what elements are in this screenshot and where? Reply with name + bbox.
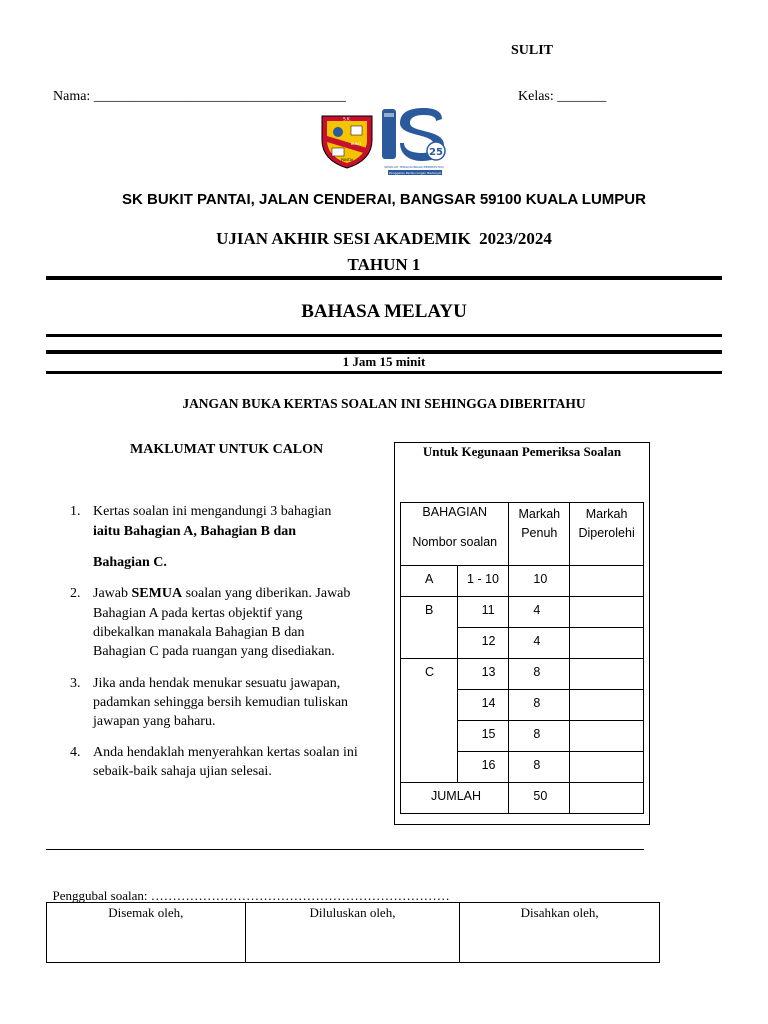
instruction-line: padamkan sehingga bersih kemudian tuliskan (93, 695, 349, 710)
class-line: _______ (557, 89, 607, 104)
full-mark-cell: 4 (509, 628, 570, 659)
instruction-line: Bahagian A pada kertas objektif yang (93, 606, 303, 621)
header-bahagian-label: BAHAGIAN (422, 505, 488, 519)
instruction-number: 3. (70, 676, 81, 691)
obtained-mark-input[interactable] (570, 659, 644, 690)
obtained-mark-input[interactable] (570, 721, 644, 752)
obtained-mark-input[interactable] (570, 566, 644, 597)
header-nombor-label: Nombor soalan (412, 535, 498, 549)
instruction-number: 4. (70, 745, 81, 760)
marks-table (400, 502, 644, 814)
divider (46, 371, 722, 374)
instruction-number: 1. (70, 504, 81, 519)
warning-text: JANGAN BUKA KERTAS SOALAN INI SEHINGGA DIBERITAHU (182, 396, 586, 411)
full-mark-cell: 4 (509, 597, 570, 628)
signoff-table (46, 902, 660, 963)
exam-title: UJIAN AKHIR SESI AKADEMIK 2023/2024 (216, 229, 552, 248)
school-address: SK BUKIT PANTAI, JALAN CENDERAI, BANGSAR 59100 KUALA LUMPUR (122, 191, 646, 208)
instruction-line: jawapan yang baharu. (93, 714, 216, 729)
question-cell: 14 (457, 690, 509, 721)
instruction-item (70, 674, 390, 734)
school-crest-logo (318, 112, 376, 170)
approved-by-cell[interactable]: Diluluskan oleh, (245, 903, 460, 963)
full-mark-cell: 8 (509, 721, 570, 752)
duration: 1 Jam 15 minit (342, 354, 426, 369)
obtained-mark-input[interactable] (570, 628, 644, 659)
year-label: TAHUN 1 (347, 255, 421, 274)
info-heading: MAKLUMAT UNTUK CALON (130, 442, 324, 457)
is25-number: 25 (429, 147, 443, 158)
setter-field[interactable] (46, 872, 450, 904)
total-full-mark: 50 (509, 783, 570, 814)
instruction-line: Kertas soalan ini mengandungi 3 bahagian (93, 504, 332, 519)
class-label: Kelas: (518, 89, 558, 104)
total-label: JUMLAH (401, 783, 509, 814)
is25-caption-2: Penggalan Perbincangan Berlanjut (389, 171, 441, 175)
instruction-line (93, 584, 350, 604)
instruction-number: 2. (70, 586, 81, 601)
instruction-item (70, 584, 390, 664)
subject-title: BAHASA MELAYU (301, 301, 467, 322)
obtained-mark-input[interactable] (570, 690, 644, 721)
name-line: ____________________________________ (93, 89, 346, 104)
instruction-text: soalan yang diberikan. Jawab (182, 586, 351, 601)
divider (46, 276, 722, 280)
question-cell: 11 (457, 597, 509, 628)
table-row (401, 566, 644, 597)
instruction-item (70, 502, 390, 570)
instruction-line: Anda hendaklah menyerahkan kertas soalan ini (93, 745, 358, 760)
question-cell: 12 (457, 628, 509, 659)
crest-text-2: BUKIT (350, 142, 362, 146)
full-mark-cell: 10 (509, 566, 570, 597)
instruction-line: Jika anda hendak menukar sesuatu jawapan, (93, 676, 341, 691)
is25-caption-1: SEKOLAH TERGOLONGAN BERPRESTASI (384, 165, 444, 169)
instruction-line: Bahagian C pada ruangan yang disediakan. (93, 644, 335, 659)
question-cell: 15 (457, 721, 509, 752)
crest-text-3: PANTAI (340, 158, 354, 162)
instruction-line: iaitu Bahagian A, Bahagian B dan (93, 524, 297, 539)
obtained-mark-input[interactable] (570, 752, 644, 783)
full-mark-cell: 8 (509, 690, 570, 721)
setter-dots: …………………………………………………………… (150, 888, 450, 903)
is25-logo (378, 105, 450, 177)
table-header-row (401, 503, 644, 566)
crest-text-1: S.K. (343, 116, 351, 122)
question-cell: 13 (457, 659, 509, 690)
instruction-line: dibekalkan manakala Bahagian B dan (93, 625, 305, 640)
divider (46, 849, 644, 850)
section-cell: B (401, 597, 458, 659)
header-bahagian (401, 503, 509, 566)
full-mark-cell: 8 (509, 752, 570, 783)
instruction-item (70, 743, 390, 783)
class-field[interactable] (511, 73, 606, 105)
full-mark-cell: 8 (509, 659, 570, 690)
divider (46, 334, 722, 337)
header-markah-diperolehi: Markah Diperolehi (570, 503, 644, 566)
classification-label: SULIT (511, 43, 554, 58)
instruction-emphasis: SEMUA (131, 586, 183, 601)
table-row (401, 597, 644, 628)
instruction-text: Jawab (93, 586, 132, 601)
setter-label: Penggubal soalan: (52, 888, 151, 903)
table-row (401, 659, 644, 690)
checked-by-cell[interactable]: Disemak oleh, (47, 903, 246, 963)
obtained-mark-input[interactable] (570, 597, 644, 628)
instruction-line: sebaik-baik sahaja ujian selesai. (93, 764, 272, 779)
section-cell: A (401, 566, 458, 597)
instruction-line: Bahagian C. (93, 555, 167, 570)
endorsed-by-cell[interactable]: Disahkan oleh, (460, 903, 660, 963)
total-obtained-input[interactable] (570, 783, 644, 814)
name-label: Nama: (53, 89, 94, 104)
name-field[interactable] (46, 73, 346, 105)
examiner-box-title: Untuk Kegunaan Pemeriksa Soalan (422, 444, 622, 459)
header-markah-penuh: Markah Penuh (509, 503, 570, 566)
total-row (401, 783, 644, 814)
question-cell: 16 (457, 752, 509, 783)
question-cell: 1 - 10 (457, 566, 509, 597)
section-cell: C (401, 659, 458, 783)
